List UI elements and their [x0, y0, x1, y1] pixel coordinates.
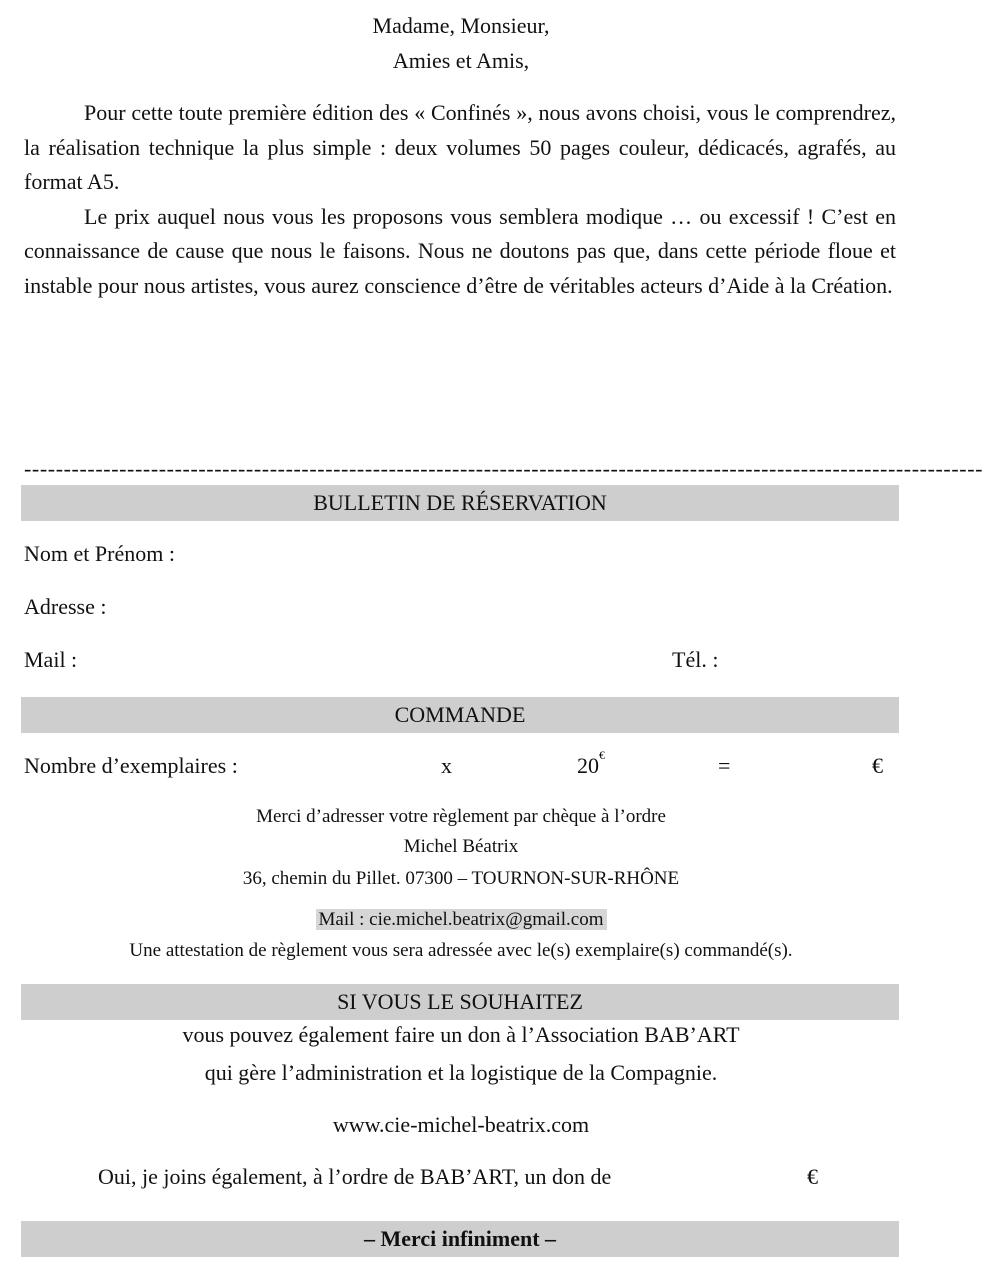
donation-pledge: Oui, je joins également, à l’ordre de BAB’ART, un don de [98, 1164, 612, 1189]
unit-price-currency: € [599, 748, 605, 762]
donation-line-1: vous pouvez également faire un don à l’Association BAB’ART [182, 1022, 740, 1047]
unit-price-value: 20 [577, 753, 599, 778]
intro-text [24, 96, 896, 303]
cut-line: ------------------------------------------------------------------------------------------------------------------------- [24, 456, 983, 481]
equals-sign: = [718, 753, 731, 778]
donation-line-2: qui gère l’administration et la logistique de la Compagnie. [204, 1060, 718, 1085]
mail-label: Mail : [24, 647, 78, 672]
payment-payee: Michel Béatrix [403, 836, 519, 857]
website-link: www.cie-michel-beatrix.com [332, 1112, 590, 1137]
name-label: Nom et Prénom : [24, 541, 175, 566]
unit-price [577, 748, 605, 781]
donation-title: SI VOUS LE SOUHAITEZ [21, 984, 899, 1020]
greeting-line-2: Amies et Amis, [392, 48, 530, 73]
intro-paragraph-1: Pour cette toute première édition des « Confinés », nous avons choisi, vous le comprendrez, la réalisation technique la plus simple : deux volumes 50 pages couleur, dédicacés, agrafés, au format A5. [24, 100, 896, 194]
greeting-line-1: Madame, Monsieur, [372, 13, 550, 38]
total-currency: € [872, 753, 883, 778]
donation-currency: € [807, 1164, 818, 1189]
times-sign: x [441, 753, 452, 778]
quantity-label: Nombre d’exemplaires : [24, 753, 238, 778]
tel-label: Tél. : [672, 647, 719, 672]
payment-line-1: Merci d’adresser votre règlement par chèque à l’ordre [256, 806, 666, 827]
commande-title: COMMANDE [21, 697, 899, 733]
payment-mail: Mail : cie.michel.beatrix@gmail.com [316, 909, 607, 930]
closing-thanks: – Merci infiniment – [21, 1221, 899, 1257]
payment-mail-row [0, 905, 922, 935]
bulletin-title: BULLETIN DE RÉSERVATION [21, 485, 899, 521]
intro-paragraph-2: Le prix auquel nous vous les proposons vous semblera modique … ou excessif ! C’est en connaissance de cause que nous le faisons. Nous ne doutons pas que, dans cette période floue et instable pour nous artistes, vous aurez conscience d’être de véritables acteurs d’Aide à la Création. [24, 203, 896, 298]
payment-attestation: Une attestation de règlement vous sera adressée avec le(s) exemplaire(s) commandé(s). [129, 940, 793, 961]
address-label: Adresse : [24, 594, 107, 619]
payment-address: 36, chemin du Pillet. 07300 – TOURNON-SUR-RHÔNE [242, 868, 680, 889]
